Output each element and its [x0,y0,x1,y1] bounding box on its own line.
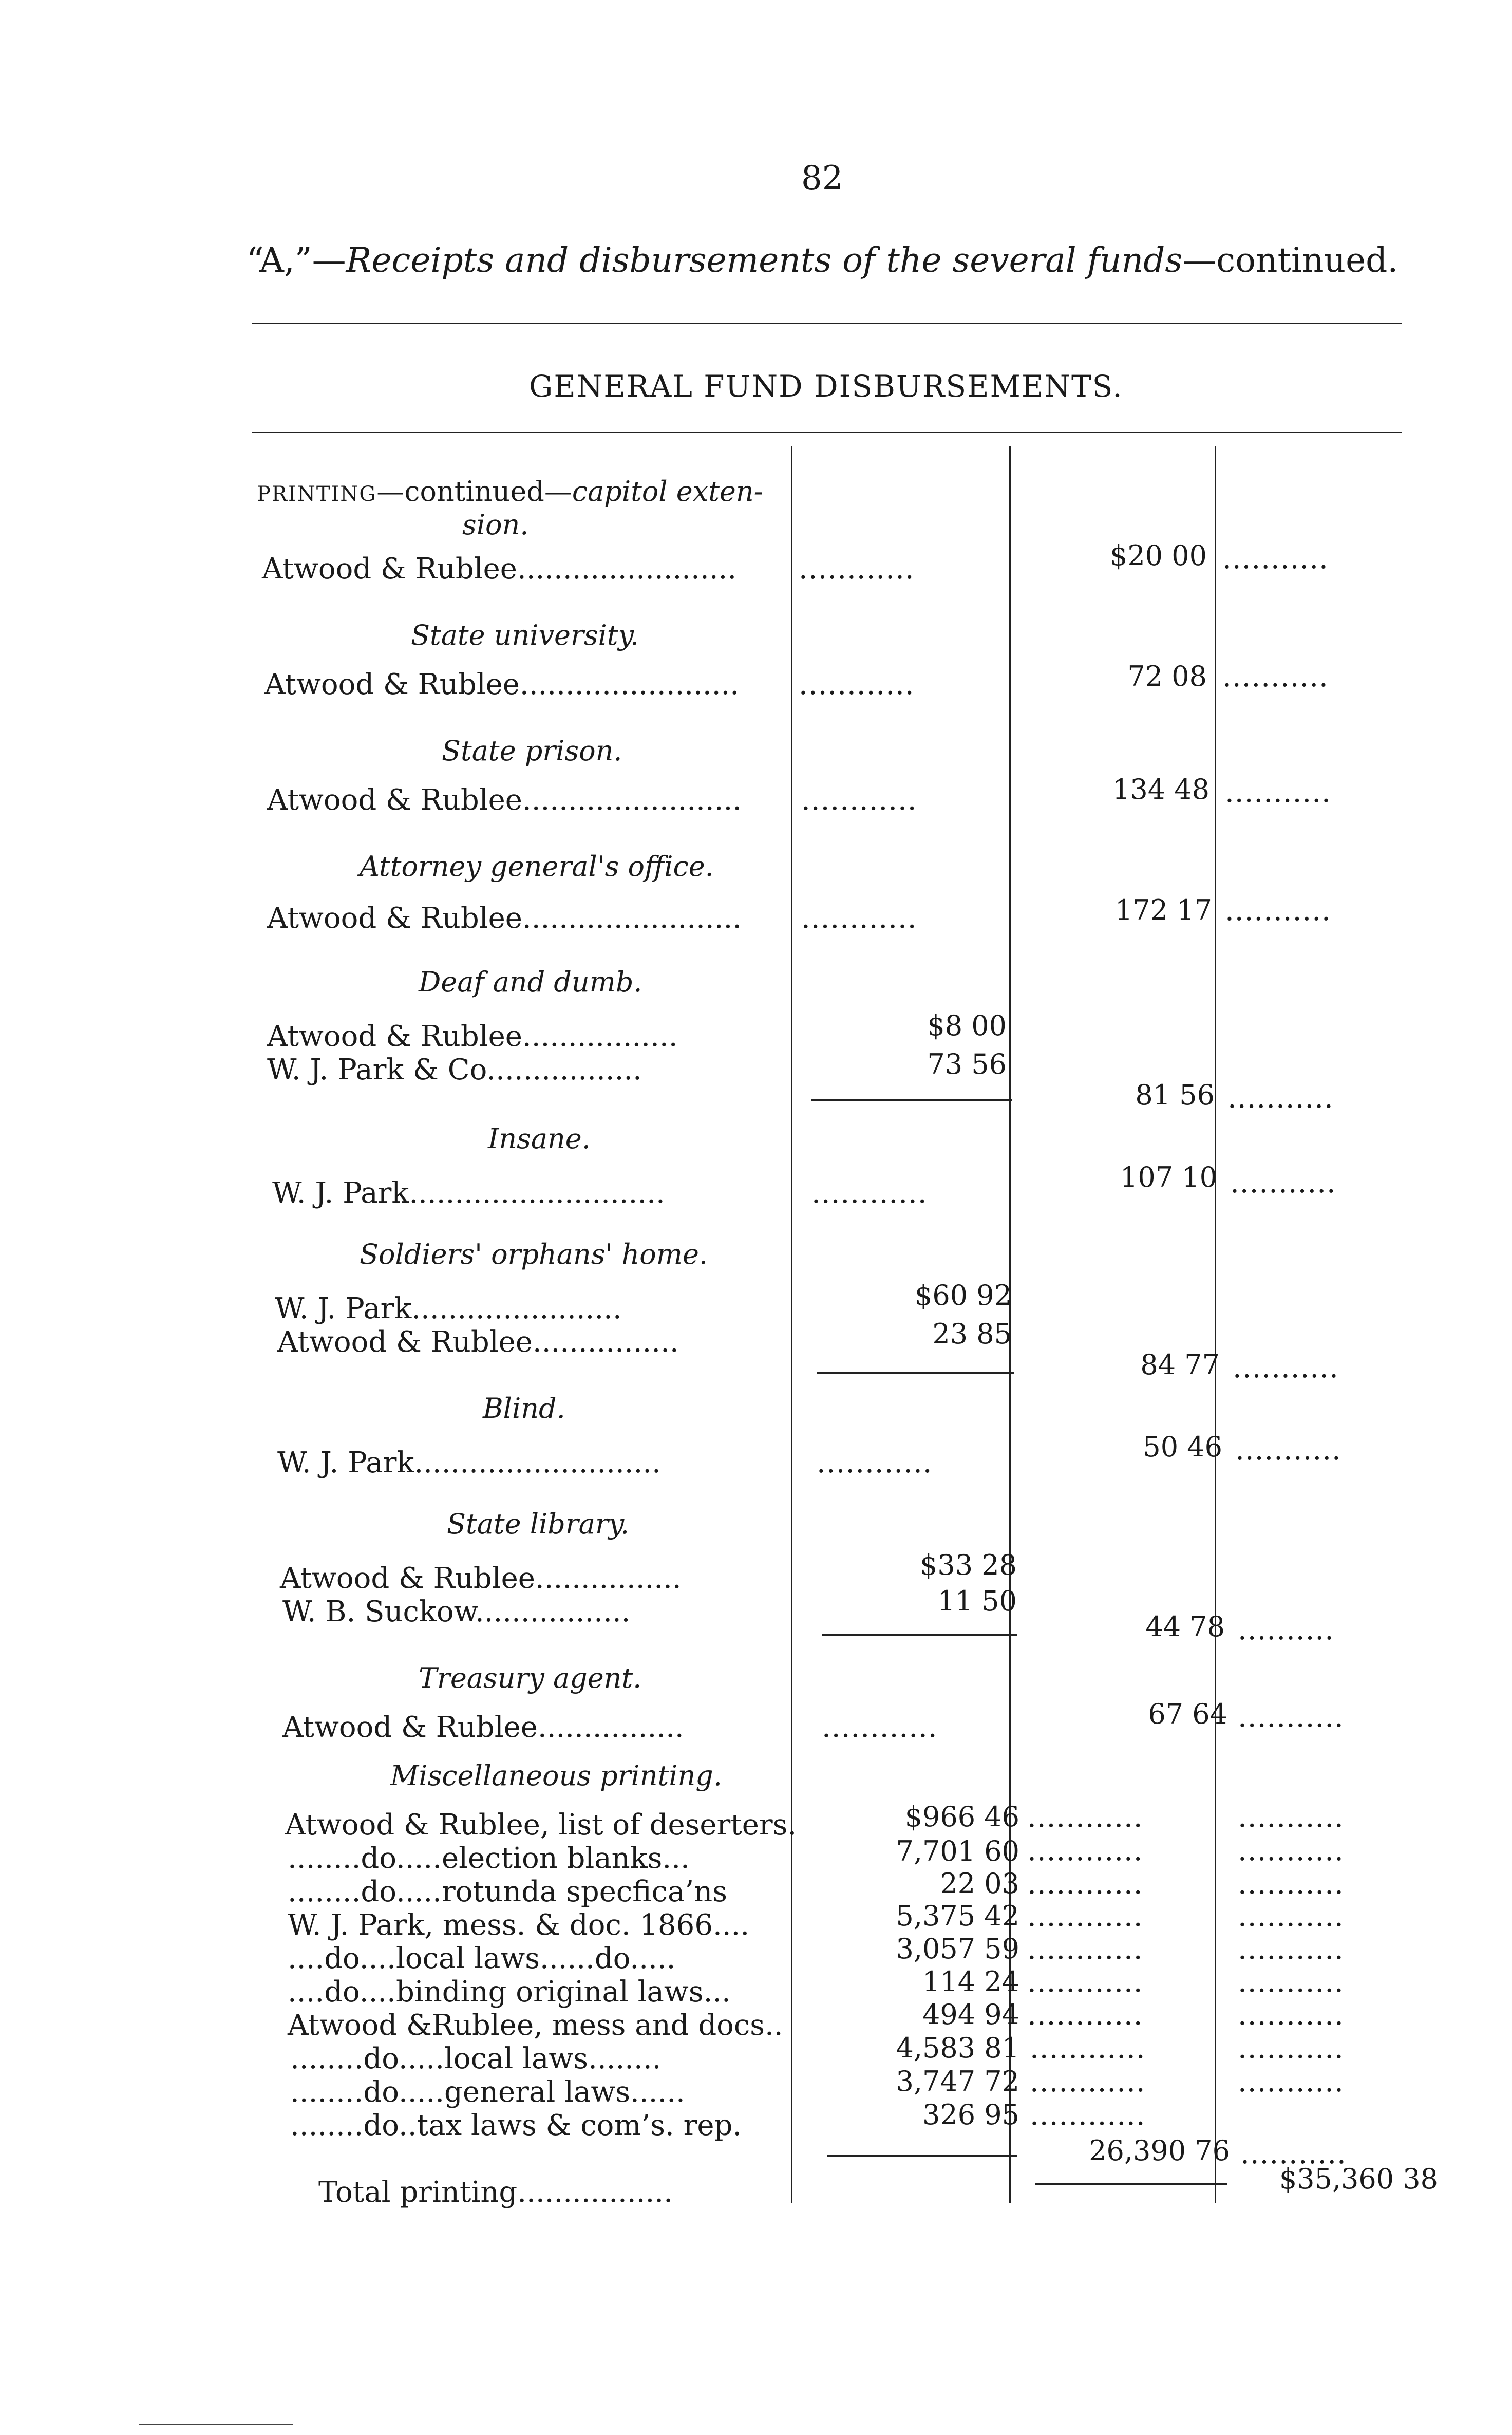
leader-dots: ............ [1027,1834,1143,1867]
misc-amount: 4,583 81 [896,2032,1019,2064]
group-subhead: Blind. [483,1392,565,1425]
amount-col3: 67 64 [1148,1698,1227,1730]
leader-dots: ........... [1233,1351,1339,1384]
row-name: W. J. Park............................ [272,1176,665,1210]
row-name: Atwood & Rublee........................ [267,783,742,817]
misc-row-name: ....do....local laws......do..... [288,1942,676,1975]
row-name: Atwood & Rublee........................ [264,668,740,701]
misc-row-name: ........do.....rotunda specfica’ns [288,1875,727,1908]
row-name: Atwood & Rublee................ [280,1562,682,1595]
amount-col3: 134 48 [1112,773,1209,806]
group-subhead: State prison. [442,735,622,767]
leader-dots: ........... [1238,1801,1344,1834]
subtotal-rule [822,1634,1017,1636]
misc-amount: 326 95 [922,2099,1019,2131]
misc-amount: 7,701 60 [896,1835,1019,1867]
row-name: W. J. Park....................... [275,1292,622,1325]
leader-dots: ........... [1238,2065,1344,2099]
misc-row-name: ........do..tax laws & com’s. rep. [290,2109,742,2142]
heading-suffix: —continued. [1182,240,1398,280]
category-text: —continued— [376,475,572,508]
leader-dots: ............ [1027,1998,1143,2032]
leader-dots: ........... [1238,1900,1344,1933]
group-subhead: State university. [411,619,639,651]
misc-amount: $966 46 [904,1801,1019,1833]
category-label: PRINTING [257,482,377,506]
amount-col3: 107 10 [1120,1161,1217,1193]
row-name: W. B. Suckow................. [282,1595,631,1628]
leader-dots: ............ [1027,1933,1143,1966]
leader-dots: ........... [1222,660,1329,694]
misc-row-name: ........do.....election blanks... [288,1842,690,1875]
group-subhead: State library. [447,1508,630,1540]
row-name: Atwood & Rublee................ [282,1711,684,1744]
total-value: $35,360 38 [1279,2163,1438,2195]
subtotal-rule [817,1372,1014,1374]
misc-amount: 114 24 [922,1965,1019,1998]
misc-amount: 3,747 72 [896,2065,1019,2097]
misc-row-name: Atwood &Rublee, mess and docs.. [288,2009,783,2042]
misc-amount: 5,375 42 [896,1900,1019,1932]
leader-dots: ............ [1027,1801,1143,1834]
title-rule [252,432,1402,433]
amount-col2: $33 28 [920,1549,1017,1581]
group-subhead: Deaf and dumb. [419,966,642,998]
leader-dots: ........... [1225,894,1331,927]
heading-prefix: “A,”— [247,240,346,280]
misc-amount: 3,057 59 [896,1933,1019,1965]
amount-col2: 11 50 [937,1585,1017,1617]
group-subhead: Soldiers' orphans' home. [360,1238,708,1270]
leader-dots: ............ [1027,1900,1143,1933]
leader-dots: ............ [1030,2099,1146,2132]
top-rule [252,323,1402,324]
amount-col2: $8 00 [927,1009,1007,1042]
group-subhead: Treasury agent. [419,1662,642,1694]
category-italic-2: sion. [462,509,529,541]
subtotal-col3: 81 56 [1135,1079,1215,1111]
misc-row-name: Atwood & Rublee, list of deserters. [285,1808,797,1842]
column-divider-3 [1215,446,1216,2203]
page-number: 82 [801,159,843,197]
misc-row-name: ........do.....general laws...... [290,2075,685,2109]
leader-dots: .......... [1238,1613,1335,1646]
misc-amount: 22 03 [940,1867,1019,1900]
amount-col3: 50 46 [1143,1431,1222,1463]
amount-col3: $20 00 [1110,539,1207,572]
amount-col2: $60 92 [915,1279,1012,1312]
row-name: Atwood & Rublee........................ [267,902,742,935]
row-name: Atwood & Rublee................. [267,1020,678,1053]
total-row: Total printing................. [318,2176,673,2209]
amount-col3: 72 08 [1127,660,1207,692]
leader-dots: ........... [1238,1998,1344,2032]
leader-dots: ............ [817,1446,933,1479]
leader-dots: ........... [1230,1166,1336,1200]
leader-dots: ............ [801,902,917,935]
leader-dots: ............ [1027,1867,1143,1901]
subtotal-col3: 44 78 [1145,1610,1225,1643]
leader-dots: ........... [1238,1933,1344,1966]
total-label: Total printing [318,2176,518,2209]
amount-col2: 73 56 [927,1048,1007,1080]
amount-col3: 172 17 [1115,894,1212,926]
leader-dots: ............ [811,1176,928,1210]
section-title: GENERAL FUND DISBURSEMENTS. [529,369,1123,404]
leader-dots: ........... [1238,2032,1344,2065]
group-subhead: Insane. [488,1122,591,1155]
heading-italic: Receipts and disbursements of the several funds [346,240,1183,280]
misc-row-name: ........do.....local laws........ [290,2042,662,2075]
row-name: Atwood & Rublee........................ [262,552,737,586]
subtotal-rule [811,1099,1012,1101]
page-heading [247,240,1398,280]
leader-dots: ............ [799,552,915,586]
amount-col2: 23 85 [932,1318,1012,1350]
leader-dots: ............ [1030,2032,1146,2065]
total-rule [1035,2183,1227,2185]
misc-subtotal: 26,390 76 [1089,2134,1230,2167]
leader-dots: ........... [1238,1965,1344,1999]
leader-dots: ........... [1238,1867,1344,1901]
leader-dots: ........... [1238,1834,1344,1867]
category-italic-1: capitol exten- [572,475,763,508]
row-name: W. J. Park........................... [277,1446,661,1479]
leader-dots: ............ [1027,1965,1143,1999]
category-header [257,475,763,508]
group-subhead: Attorney general's office. [360,850,714,883]
leader-dots: ............ [799,668,915,701]
leader-dots: ........... [1235,1433,1341,1467]
row-name: W. J. Park & Co................. [267,1053,642,1087]
leader-dots: ........... [1225,776,1331,809]
leader-dots: ........... [1222,542,1329,575]
misc-row-name: ....do....binding original laws... [288,1975,731,2009]
leader-dots: ............ [822,1711,938,1744]
leader-dots: ............ [801,783,917,817]
misc-row-name: W. J. Park, mess. & doc. 1866.... [288,1908,750,1942]
column-divider-1 [791,446,792,2203]
leader-dots: ........... [1238,1700,1344,1734]
leader-dots: ........... [1227,1081,1334,1115]
subtotal-col3: 84 77 [1140,1348,1220,1381]
misc-subhead: Miscellaneous printing. [390,1759,723,1792]
leader-dots: ............ [1030,2065,1146,2099]
footer-rule [139,2424,293,2425]
misc-subtotal-rule [827,2155,1017,2157]
leader-dots: ........... [1240,2137,1347,2170]
row-name: Atwood & Rublee................ [277,1325,679,1359]
misc-amount: 494 94 [922,1998,1019,2031]
